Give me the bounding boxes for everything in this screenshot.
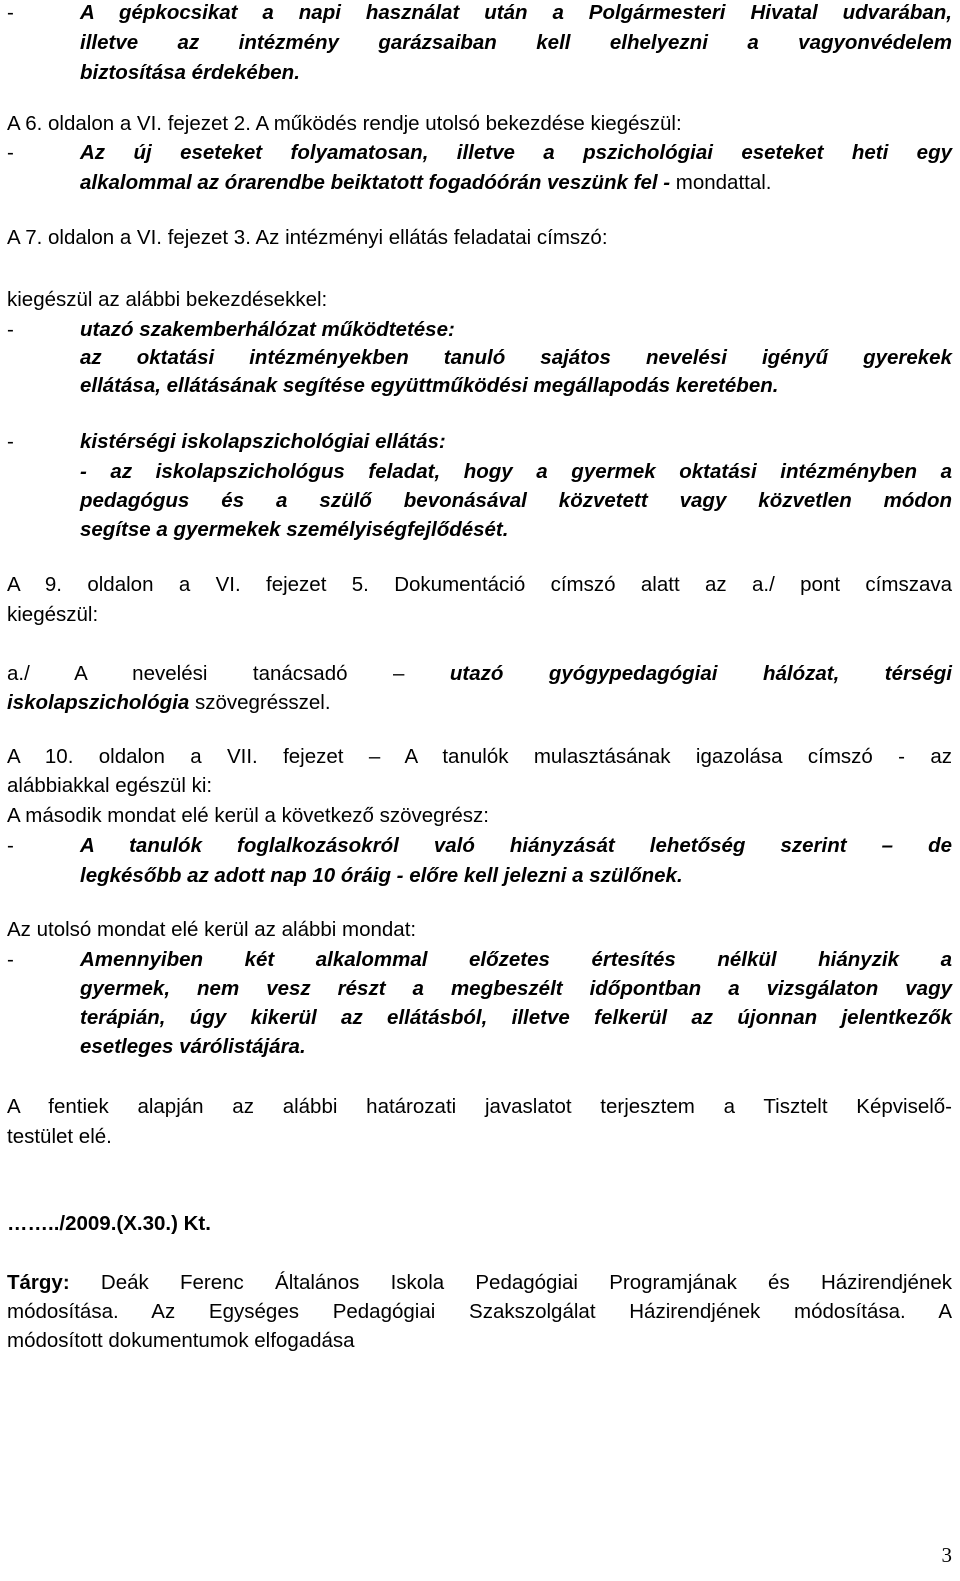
p4-line-4: segítse a gyermekek személyiségfejlődését.	[80, 518, 509, 541]
p3-line-1: A 7. oldalon a VI. fejezet 3. Az intézményi ellátás feladatai címszó:	[7, 226, 608, 249]
p5-line-2: kiegészül:	[7, 603, 99, 626]
p6-line-2-tail: szövegrésszel.	[189, 691, 331, 714]
p6-line-1	[7, 664, 952, 685]
p2-line-3-emph: alkalommal az órarendbe beiktatott fogadóórán veszünk fel -	[80, 171, 671, 194]
p7-line-2: alábbiakkal egészül ki:	[7, 774, 213, 797]
p6-line-1-emph: utazó gyógypedagógiai hálózat, térségi	[449, 662, 952, 685]
p8-line-2: Amennyiben két alkalommal előzetes értesítés nélkül hiányzik a	[80, 948, 952, 971]
p1-dash: -	[7, 1, 14, 24]
p2-line-3	[80, 173, 952, 194]
p2-dash: -	[7, 141, 14, 164]
p8-line-5: esetleges várólistájára.	[80, 1035, 306, 1058]
p8-line-1: Az utolsó mondat elé kerül az alábbi mondat:	[7, 918, 417, 941]
p5-line-1: A 9. oldalon a VI. fejezet 5. Dokumentáció címszó alatt az a./ pont címszava	[7, 573, 952, 596]
p7-line-4: A tanulók foglalkozásokról való hiányzását lehetőség szerint – de	[80, 834, 952, 857]
p1-line-2: illetve az intézmény garázsaiban kell elhelyezni a vagyonvédelem	[80, 31, 952, 54]
p9-line-1: A fentiek alapján az alábbi határozati javaslatot terjesztem a Tisztelt Képviselő-	[7, 1095, 952, 1118]
p3-line-2: kiegészül az alábbi bekezdésekkel:	[7, 288, 328, 311]
resolution-number: ……../2009.(X.30.) Kt.	[7, 1212, 211, 1235]
p1-line-1: A gépkocsikat a napi használat után a Polgármesteri Hivatal udvarában,	[80, 1, 952, 24]
p2-line-2: Az új eseteket folyamatosan, illetve a pszichológiai eseteket heti egy	[80, 141, 952, 164]
p3-line-4: az oktatási intézményekben tanuló sajátos nevelési igényű gyerekek	[80, 346, 952, 369]
subject-line-1-text: Deák Ferenc Általános Iskola Pedagógiai Programjának és Házirendjének	[69, 1271, 952, 1294]
p1-line-3: biztosítása érdekében.	[80, 61, 300, 84]
p8-dash: -	[7, 948, 14, 971]
p4-dash: -	[7, 430, 14, 453]
p8-line-4: terápián, úgy kikerül az ellátásból, illetve felkerül az újonnan jelentkezők	[80, 1006, 952, 1029]
p4-line-1: kistérségi iskolapszichológiai ellátás:	[80, 430, 446, 453]
p3-dash: -	[7, 318, 14, 341]
subject-line-2: módosítása. Az Egységes Pedagógiai Szakszolgálat Házirendjének módosítása. A	[7, 1300, 952, 1323]
p4-line-3: pedagógus és a szülő bevonásával közvetett vagy közvetlen módon	[80, 489, 952, 512]
subject-label: Tárgy:	[7, 1271, 70, 1294]
page-number: 3	[941, 1543, 952, 1567]
p6-line-1-lead: a./ A nevelési tanácsadó –	[7, 662, 450, 685]
p7-dash: -	[7, 834, 14, 857]
p2-line-1: A 6. oldalon a VI. fejezet 2. A működés rendje utolsó bekezdése kiegészül:	[7, 112, 682, 135]
p2-line-3-tail: mondattal.	[670, 171, 772, 194]
p4-line-2: - az iskolapszichológus feladat, hogy a gyermek oktatási intézményben a	[80, 460, 952, 483]
p8-line-3: gyermek, nem vesz részt a megbeszélt időpontban a vizsgálaton vagy	[80, 977, 952, 1000]
p7-line-1: A 10. oldalon a VII. fejezet – A tanulók mulasztásának igazolása címszó - az	[7, 745, 952, 768]
subject-line-3: módosított dokumentumok elfogadása	[7, 1329, 355, 1352]
p9-line-2: testület elé.	[7, 1125, 112, 1148]
p7-line-5: legkésőbb az adott nap 10 óráig - előre kell jelezni a szülőnek.	[80, 864, 683, 887]
subject-line-1	[7, 1273, 952, 1294]
p3-line-5: ellátása, ellátásának segítése együttműködési megállapodás keretében.	[80, 374, 779, 397]
p6-line-2	[7, 693, 952, 714]
p7-line-3: A második mondat elé kerül a következő szövegrész:	[7, 804, 489, 827]
p6-line-2-emph: iskolapszichológia	[7, 691, 190, 714]
p3-line-3: utazó szakemberhálózat működtetése:	[80, 318, 455, 341]
